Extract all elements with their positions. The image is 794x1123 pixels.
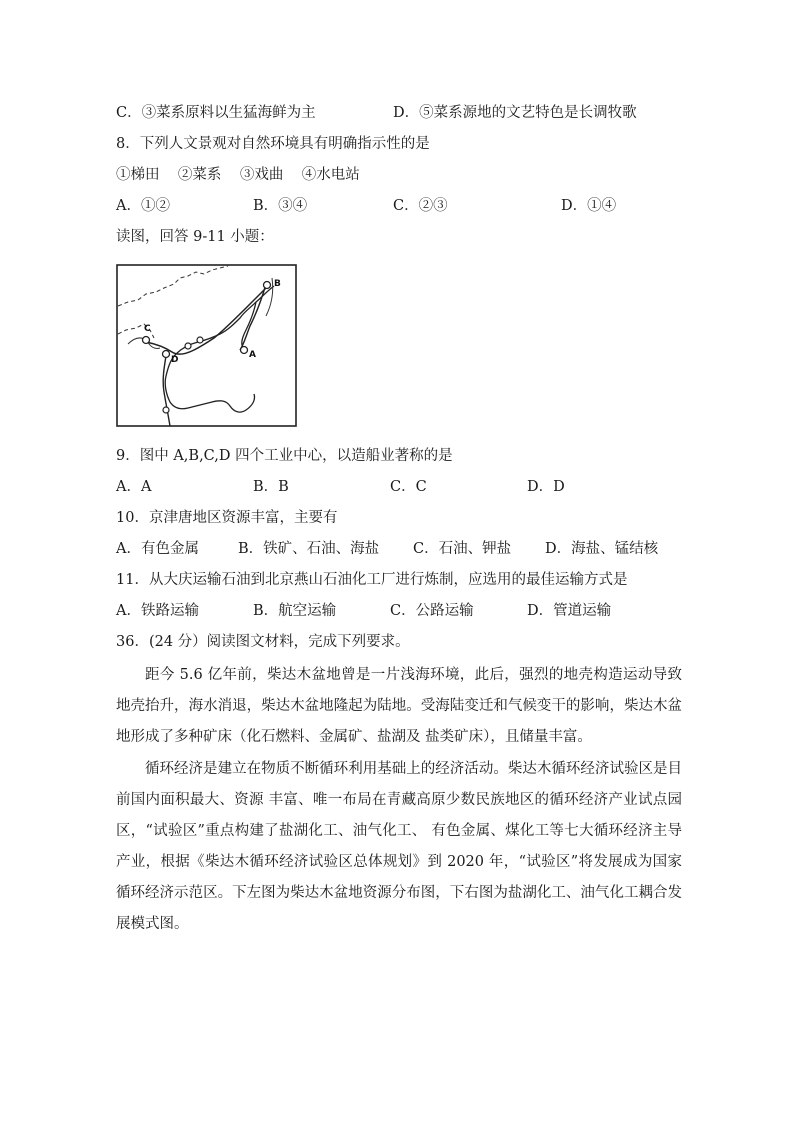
city-c-marker: [143, 337, 150, 344]
q8-items: ①梯田 ②菜系 ③戏曲 ④水电站: [116, 167, 360, 183]
q7-option-d: D．⑤菜系源地的文艺特色是长调牧歌: [393, 105, 637, 121]
q9-option-d: D．D: [527, 479, 565, 495]
label-d: D: [171, 355, 179, 365]
q36-paragraph-1: 距今 5.6 亿年前，柴达木盆地曾是一片浅海环境，此后，强烈的地壳构造运动导致地壳抬升，海水消退，柴达木盆地隆起为陆地。受海陆变迁和气候变干的影响，柴达木盆地形成了多种矿床（化石燃料、金属矿、盐湖及 盐类矿床），且储量丰富。: [116, 667, 682, 745]
q11-stem: 11．从大庆运输石油到北京燕山石油化工厂进行炼制，应选用的最佳运输方式是: [116, 572, 628, 588]
city-marker: [197, 337, 203, 343]
q36-paragraph-2: 循环经济是建立在物质不断循环利用基础上的经济活动。柴达木循环经济试验区是目前国内面积最大、资源 丰富、唯一布局在青藏高原少数民族地区的循环经济产业试点园区，“试验区”重点构建了盐湖化工、油气化工、 有色金属、煤化工等七大循环经济主导产业，根据《柴达木循环经济试验区总体规划》到 2020 年，“试验区”将发展成为国家循环经济示范区。下左图为柴达木盆地资源分布图，下右图为盐湖化工、油气化工耦合发展模式图。: [116, 761, 682, 932]
q10-option-d: D．海盐、锰结核: [545, 541, 659, 557]
q11-option-a: A．铁路运输: [116, 603, 199, 619]
q11-option-c: C．公路运输: [390, 603, 474, 619]
q8-option-b: B．③④: [253, 198, 308, 214]
q36-stem: 36．(24 分）阅读图文材料，完成下列要求。: [116, 634, 410, 650]
q11-option-d: D．管道运输: [527, 603, 612, 619]
q10-option-a: A．有色金属: [116, 541, 199, 557]
q11-option-b: B．航空运输: [253, 603, 337, 619]
industrial-map-figure: [116, 264, 297, 427]
q9-stem: 9．图中 A,B,C,D 四个工业中心，以造船业著称的是: [116, 448, 453, 464]
city-marker: [163, 407, 169, 413]
city-marker: [185, 343, 191, 349]
q10-option-b: B．铁矿、石油、海盐: [238, 541, 380, 557]
q10-stem: 10．京津唐地区资源丰富，主要有: [116, 510, 338, 526]
city-b-marker: [264, 282, 271, 289]
q8-stem: 8．下列人文景观对自然环境具有明确指示性的是: [116, 136, 430, 152]
q9-option-b: B．B: [253, 479, 289, 495]
q10-option-c: C．石油、钾盐: [413, 541, 512, 557]
read-map-instruction: 读图，回答 9-11 小题：: [116, 229, 274, 245]
q8-option-a: A．①②: [116, 198, 170, 214]
city-a-marker: [241, 347, 248, 354]
q8-option-d: D．①④: [561, 198, 617, 214]
label-b: B: [274, 279, 281, 289]
q8-option-c: C．②③: [393, 198, 448, 214]
label-a: A: [249, 350, 256, 360]
q9-option-c: C．C: [390, 479, 427, 495]
q9-option-a: A．A: [116, 479, 152, 495]
label-c: C: [144, 324, 151, 334]
q7-option-c: C．③菜系原料以生猛海鲜为主: [116, 105, 316, 121]
city-d-marker: [163, 351, 170, 358]
